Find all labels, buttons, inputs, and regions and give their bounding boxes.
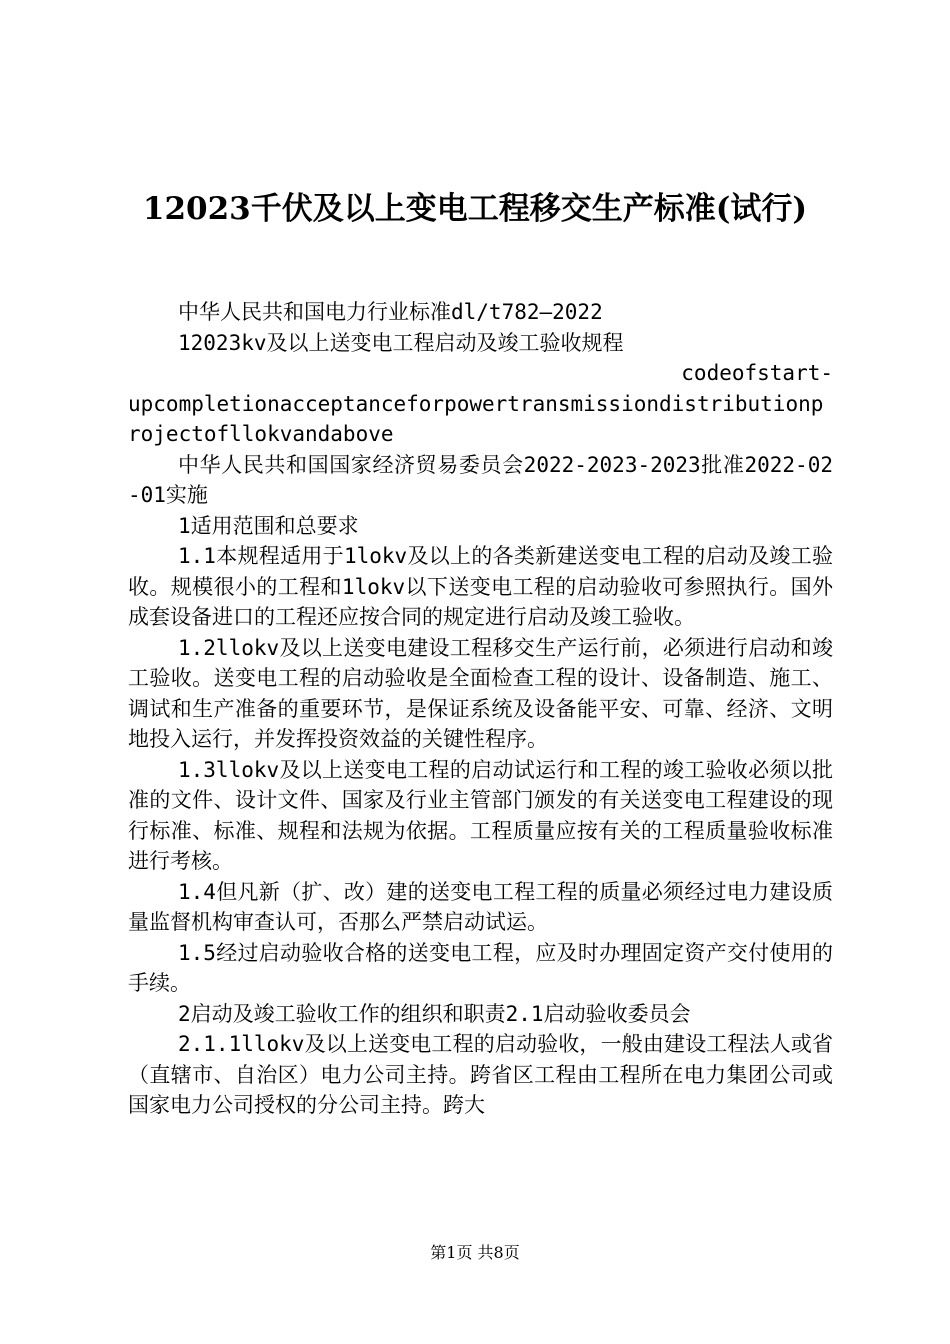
body-paragraph: 中华人民共和国电力行业标准dl/t782—2022 xyxy=(178,300,603,324)
body-paragraph: 1.3llokv及以上送变电工程的启动试运行和工程的竣工验收必须以批准的文件、设计文件、国家及行业主管部门颁发的有关送变电工程建设的现行标准、标准、规程和法规为依据。工程质量应按有关的工程质量验收标准进行考核。 xyxy=(128,757,833,873)
document-body xyxy=(128,297,833,1121)
body-paragraph: codeofstart- xyxy=(681,361,833,385)
body-paragraph: 1适用范围和总要求 xyxy=(178,513,359,538)
body-paragraph: 1.2llokv及以上送变电建设工程移交生产运行前，必须进行启动和竣工验收。送变电工程的启动验收是全面检查工程的设计、设备制造、施工、调试和生产准备的重要环节，是保证系统及设备能平安、可靠、经济、文明地投入运行，并发挥投资效益的关键性程序。 xyxy=(128,635,833,751)
body-paragraph: 1.4但凡新（扩、改）建的送变电工程工程的质量必须经过电力建设质量监督机构审查认可，否那么严禁启动试运。 xyxy=(128,879,833,934)
page-footer: 第1页 共8页 xyxy=(430,1243,520,1262)
body-paragraph: 1.1本规程适用于1lokv及以上的各类新建送变电工程的启动及竣工验收。规模很小的工程和1lokv以下送变电工程的启动验收可参照执行。国外成套设备进口的工程还应按合同的规定进行启动及竣工验收。 xyxy=(128,544,833,629)
body-paragraph: upcompletionacceptanceforpowertransmissiondistributionprojectofllokvandabove xyxy=(128,391,824,446)
body-paragraph: 中华人民共和国国家经济贸易委员会2022-2023-2023批准2022-02-01实施 xyxy=(128,452,833,507)
document-title: 12023千伏及以上变电工程移交生产标准(试行) xyxy=(142,191,808,227)
body-paragraph: 12023kv及以上送变电工程启动及竣工验收规程 xyxy=(178,330,624,355)
body-paragraph: 2.1.1llokv及以上送变电工程的启动验收，一般由建设工程法人或省（直辖市、自治区）电力公司主持。跨省区工程由工程所在电力集团公司或国家电力公司授权的分公司主持。跨大 xyxy=(128,1032,833,1117)
body-paragraph: 1.5经过启动验收合格的送变电工程，应及时办理固定资产交付使用的手续。 xyxy=(128,940,833,995)
body-paragraph: 2启动及竣工验收工作的组织和职责2.1启动验收委员会 xyxy=(178,1001,691,1026)
